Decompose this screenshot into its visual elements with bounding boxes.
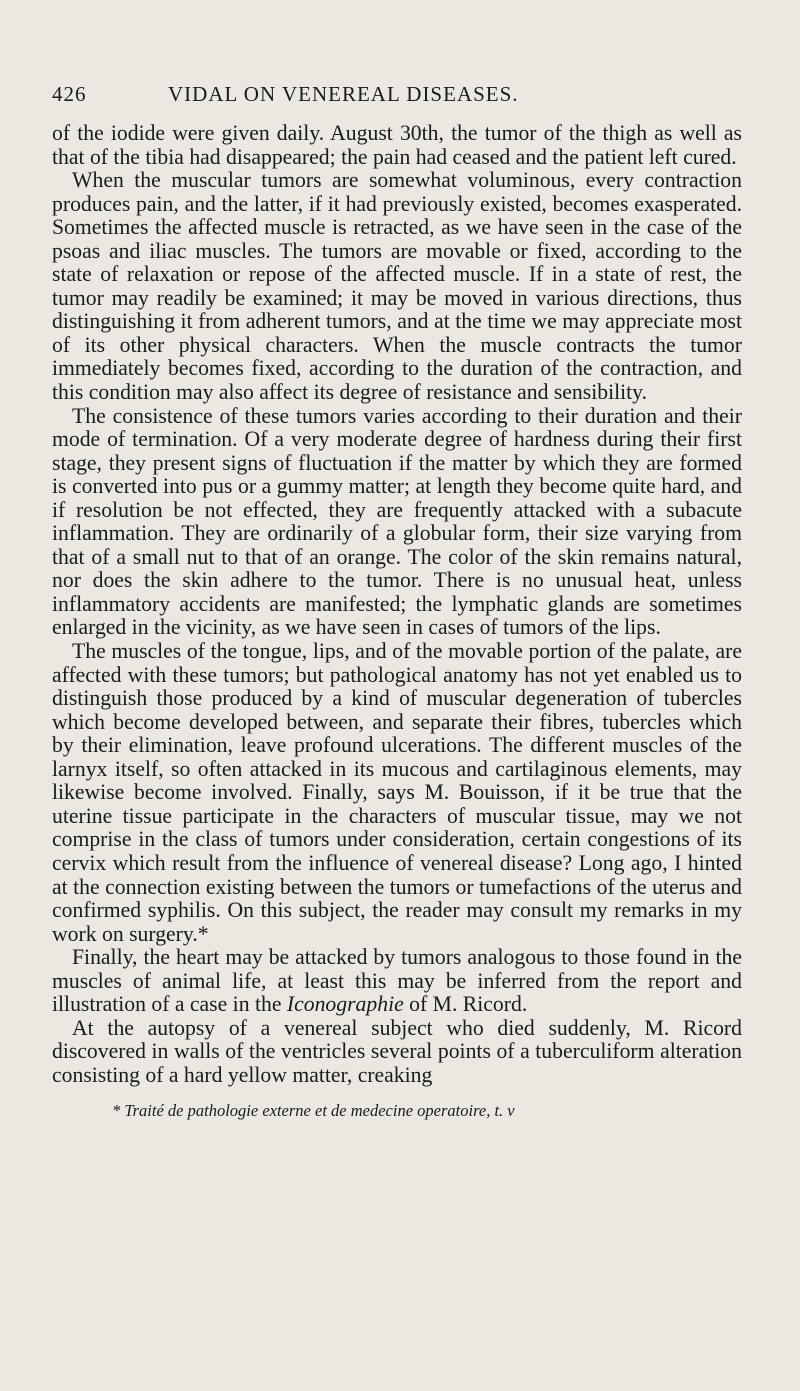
footnote — [52, 1101, 742, 1121]
paragraph-5-end: of M. Ricord. — [403, 992, 528, 1017]
page-number: 426 — [52, 82, 87, 106]
footnote-text: * Traité de pathologie externe et de medecine operatoire, t. v — [112, 1101, 515, 1121]
running-title: VIDAL ON VENEREAL DISEASES. — [168, 82, 519, 106]
paragraph-3: The consistence of these tumors varies according to their duration and their mode of termination. Of a very moderate degree of hardness during their first stage, they present signs of fluctuation if the matter by which they are formed is converted into pus or a gummy matter; at length they become quite hard, and if resolution be not effected, they are frequently attacked with a subacute inflammation. They are ordinarily of a globular form, their size varying from that of a small nut to that of an orange. The color of the skin remains natural, nor does the skin adhere to the tumor. There is no unusual heat, unless inflammatory accidents are manifested; the lymphatic glands are sometimes enlarged in the vicinity, as we have seen in cases of tumors of the lips. — [52, 403, 742, 640]
paragraph-4: The muscles of the tongue, lips, and of the movable portion of the palate, are affected with these tumors; but pathological anatomy has not yet enabled us to distinguish those produced by a kind of muscular degeneration of tubercles which become developed between, and separate their fibres, tubercles which by their elimination, leave profound ulcerations. The different muscles of the larnyx itself, so often attacked in its mucous and cartilaginous elements, may likewise become involved. Finally, says M. Bouisson, if it be true that the uterine tissue participate in the characters of muscular tissue, may we not comprise in the class of tumors under consideration, certain congestions of its cervix which result from the influence of venereal disease? Long ago, I hinted at the connection existing between the tumors or tumefactions of the uterus and confirmed syphilis. On this subject, the reader may consult my remarks in my work on surgery.* — [52, 639, 742, 946]
paragraph-1: of the iodide were given daily. August 30th, the tumor of the thigh as well as that of the tibia had disappeared; the pain had ceased and the patient left cured. — [52, 121, 742, 169]
running-head — [52, 82, 742, 118]
paragraph-2: When the muscular tumors are somewhat voluminous, every contraction produces pain, and the latter, if it had previously existed, becomes exasperated. Sometimes the affected muscle is retracted, as we have seen in the case of the psoas and iliac muscles. The tumors are movable or fixed, according to the state of relaxation or repose of the affected muscle. If in a state of rest, the tumor may readily be examined; it may be moved in various directions, thus distinguishing it from adherent tumors, and at the time we may appreciate most of its other physical characters. When the muscle contracts the tumor immediately becomes fixed, according to the duration of the contraction, and this condition may also affect its degree of resistance and sensibility. — [52, 168, 742, 405]
paragraph-5 — [52, 946, 742, 1017]
paragraph-6: At the autopsy of a venereal subject who died suddenly, M. Ricord discovered in walls of the ventricles several points of a tuberculiform alteration consisting of a hard yellow matter, creaking — [52, 1015, 742, 1087]
body-text — [52, 122, 742, 1087]
paragraph-5-start: Finally, the heart may be attacked by tumors analogous to those found in the muscles of animal life, at least this may be inferred from the report and illustration of a case in the — [52, 945, 742, 1017]
book-page — [52, 82, 742, 1121]
iconographie-title: Iconographie — [286, 992, 404, 1017]
